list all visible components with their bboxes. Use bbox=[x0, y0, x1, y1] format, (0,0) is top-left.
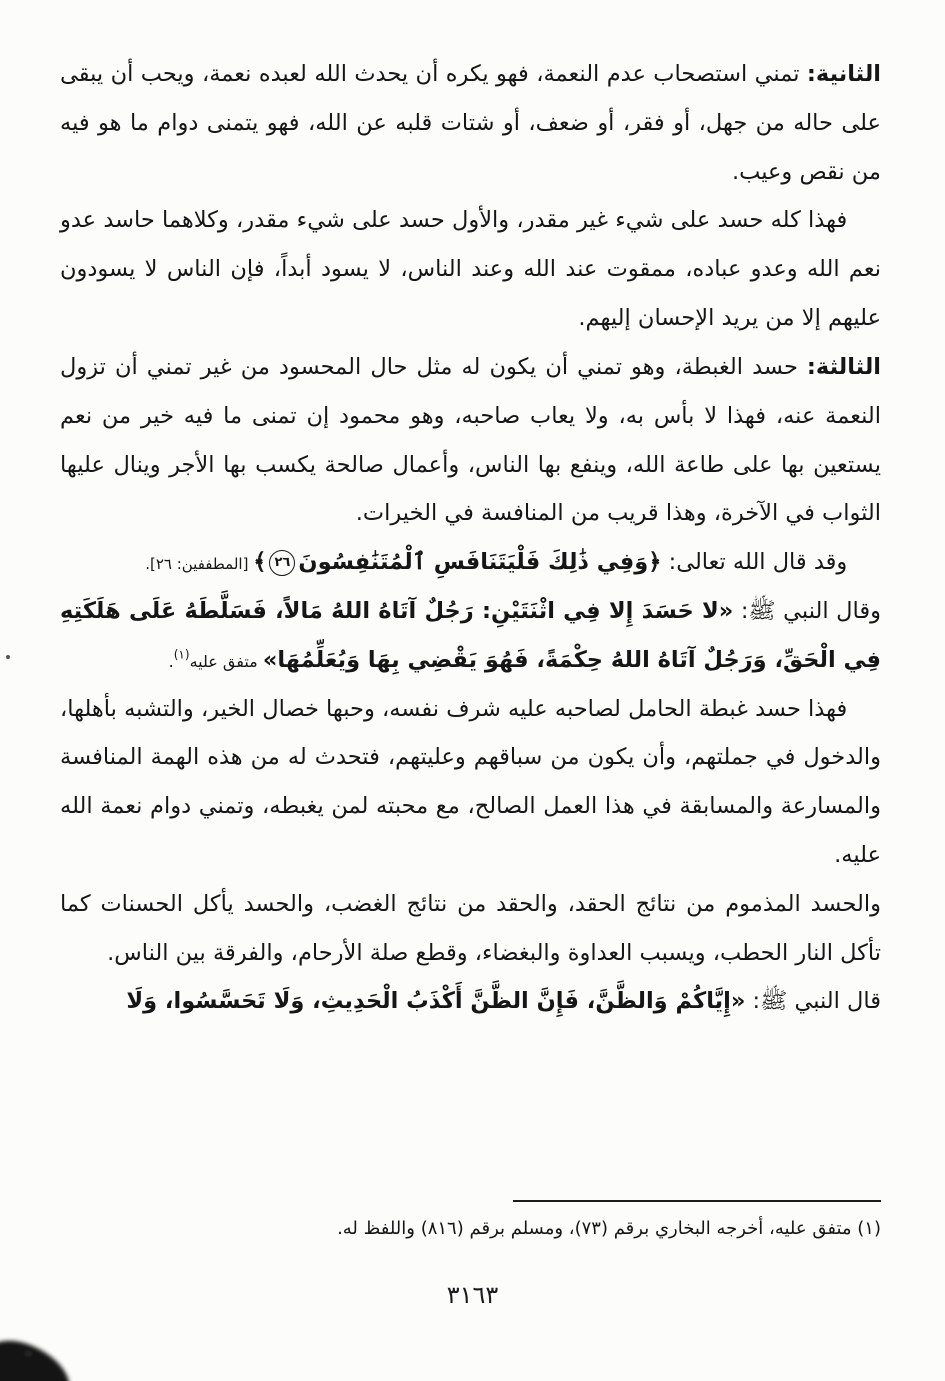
footnote-reference-mark: (١) bbox=[173, 647, 190, 662]
paragraph-lead: الثالثة: bbox=[806, 353, 881, 380]
para-ghibtah-explain bbox=[60, 685, 881, 880]
main-text bbox=[60, 50, 881, 1026]
paragraph-lead: الثانية: bbox=[806, 61, 881, 87]
hadith-no-envy bbox=[60, 587, 881, 685]
quran-verse-text: وَفِي ذَٰلِكَ فَلْيَتَنَافَسِ ٱلْمُتَنَٰفِسُونَ bbox=[298, 549, 649, 576]
paragraph-body: فهذا حسد غبطة الحامل لصاحبه عليه شرف نفسه، وحبها خصال الخير، والتشبه بأهلها، والدخول في جملتهم، وأن يكون من سباقهم وعليتهم، فتحدث له من هذه الهمة المنافسة والمسارعة والمسابقة في هذا العمل الصالح، مع محبته لمن يغبطه، وتمني دوام نعمة الله عليه. bbox=[60, 695, 881, 868]
paragraph-body: حسد الغبطة، وهو تمني أن يكون له مثل حال المحسود من غير تمني أن تزول النعمة عنه، فهذا لا بأس به، ولا يعاب صاحبه، وهو محمود إن تمنى ما فيه خير من نعم يستعين بها على طاعة الله، وينفع بها الناس، وأعمال صالحة يكسب بها الأجر وينال عليها الثواب في الآخرة، وهذا قريب من المنافسة في الخيرات. bbox=[60, 353, 881, 527]
para-third-type bbox=[60, 343, 881, 538]
para-blameworthy bbox=[60, 880, 881, 978]
ornate-close-bracket: ﴾ bbox=[253, 549, 267, 576]
paragraph-body: والحسد المذموم من نتائج الحقد، والحقد من نتائج الغضب، والحسد يأكل الحسنات كما تأكل النار الحطب، ويسبب العداوة والبغضاء، وقطع صلة الأرحام، والفرقة بين الناس. bbox=[60, 890, 881, 966]
hadith-intro: وقال النبي ﷺ: bbox=[733, 597, 881, 624]
page-number: ٣١٦٣ bbox=[446, 1281, 499, 1309]
hadith-text: «إِيَّاكُمْ وَالظَّنَّ، فَإِنَّ الظَّنَّ أَكْذَبُ الْحَدِيثِ، وَلَا تَحَسَّسُوا، وَلَا bbox=[126, 988, 746, 1015]
hadith-intro: قال النبي ﷺ: bbox=[745, 988, 881, 1015]
paragraph-body: فهذا كله حسد على شيء غير مقدر، والأول حسد على شيء مقدر، وكلاهما حاسد عدو نعم الله وعدو عباده، ممقوت عند الله وعند الناس، لا يسود أبداً، فإن الناس لا يسودون عليهم إلا من يريد الإحسان إليهم. bbox=[60, 207, 881, 332]
footnote bbox=[60, 1214, 881, 1245]
ayah-number-badge: ٢٦ bbox=[269, 550, 295, 576]
hadith-text: «لا حَسَدَ إِلا فِي اثْنَتَيْنِ: رَجُلٌ آتَاهُ اللهُ مَالاً، فَسَلَّطَهُ عَلَى هَلَكَتِهِ فِي الْحَقِّ، وَرَجُلٌ آتَاهُ اللهُ حِكْمَةً، فَهُوَ يَقْضِي بِهَا وَيُعَلِّمُهَا» bbox=[60, 597, 881, 673]
hadith-attribution: متفق عليه bbox=[189, 651, 263, 671]
surah-reference: [المطففين: ٢٦]. bbox=[145, 555, 254, 574]
footnote-marker: (١) bbox=[857, 1218, 881, 1239]
para-comparison bbox=[60, 196, 881, 342]
scan-artifact-dot bbox=[24, 1350, 33, 1357]
scan-artifact-corner bbox=[0, 1332, 80, 1381]
period: . bbox=[168, 651, 174, 671]
para-second-type bbox=[60, 50, 881, 196]
paragraph-body: تمني استصحاب عدم النعمة، فهو يكره أن يحدث الله لعبده نعمة، ويحب أن يبقى على حاله من جهل، أو فقر، أو ضعف، أو شتات قلبه عن الله، فهو يتمنى دوام ما هو فيه من نقص وعيب. bbox=[60, 61, 881, 185]
ornate-open-bracket: ﴿ bbox=[648, 549, 662, 576]
quran-verse-line bbox=[60, 538, 881, 587]
footnote-text: متفق عليه، أخرجه البخاري برقم (٧٣)، ومسلم برقم (٨١٦) واللفظ له. bbox=[337, 1218, 858, 1239]
verse-intro: وقد قال الله تعالى: bbox=[661, 549, 848, 576]
footnote-divider bbox=[513, 1200, 881, 1202]
footnote-area bbox=[60, 1200, 881, 1245]
scan-artifact-speck bbox=[6, 655, 10, 659]
hadith-suspicion bbox=[60, 977, 881, 1026]
